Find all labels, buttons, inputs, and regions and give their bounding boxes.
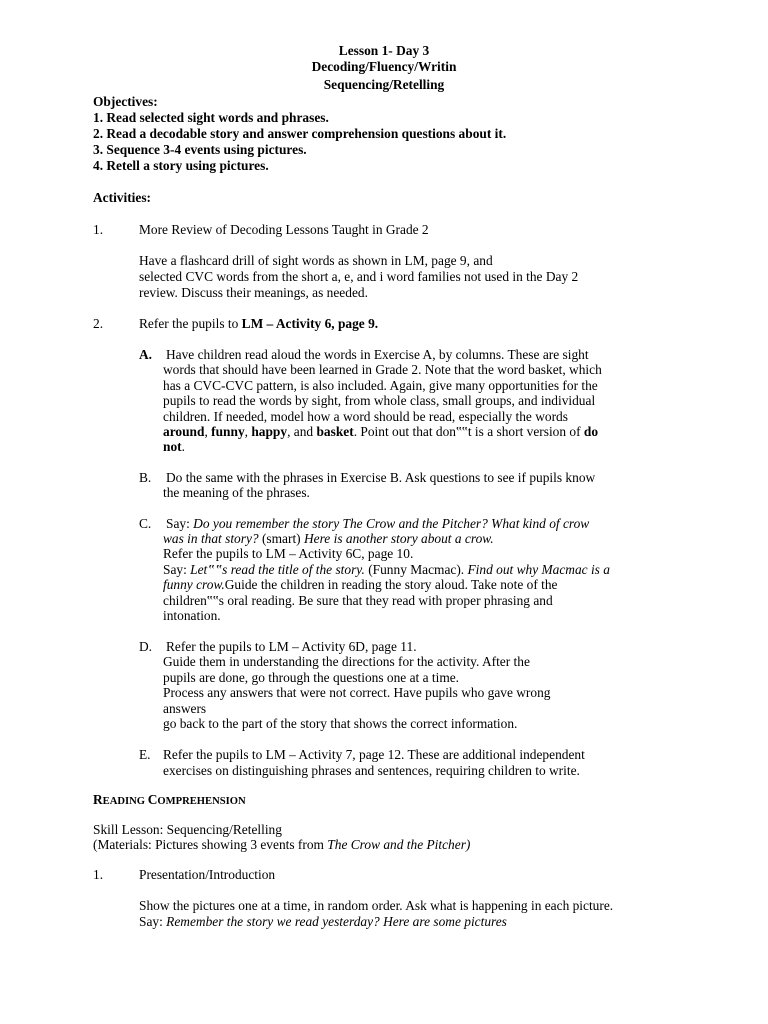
presentation-line: Show the pictures one at a time, in random order. Ask what is happening in each picture. [139,898,614,913]
text-fragment: (Funny Macmac). [364,562,468,577]
sub-a-line-end [163,439,185,455]
italic-text: funny crow. [163,577,225,592]
activity-refer-text: Refer the pupils to [139,316,242,331]
italic-text: Remember the story we read yesterday? Here are some pictures [166,914,507,929]
italic-text: Let‟‟s read the title of the story. [190,562,365,577]
bold-word: around [163,424,205,439]
italic-text: Do you remember the story The Crow and the Pitcher? What kind of crow [193,516,590,531]
lesson-title: Lesson 1- Day 3 [338,43,430,58]
sub-d-line: pupils are done, go through the questions one at a time. [163,670,460,685]
objective-item: 1. Read selected sight words and phrases. [93,110,329,125]
italic-text: The Crow and the Pitcher) [327,837,471,852]
activity-number: 2. [93,316,104,331]
sub-d-line: answers [163,701,207,716]
sub-c-line [163,531,494,547]
activities-heading: Activities: [93,190,152,205]
activity-number: 1. [93,867,104,882]
activity-refer [139,316,378,332]
sub-letter-c: C. [139,516,152,531]
italic-text: was in that story? [163,531,259,546]
sub-a-line: Have children read aloud the words in Exercise A, by columns. These are sight [166,347,589,362]
sub-c-line: Refer the pupils to LM – Activity 6C, page 10. [163,546,414,561]
sub-e-line: Refer the pupils to LM – Activity 7, page 12. These are additional independent [163,747,585,762]
sub-d-line: Process any answers that were not correct. Have pupils who gave wrong [163,685,551,700]
sub-d-line: go back to the part of the story that shows the correct information. [163,716,518,731]
sub-letter-a: A. [139,347,153,362]
bold-word: not [163,439,182,454]
text-fragment: . Point out that don‟‟t is a short version of [353,424,584,439]
heading-cap: R [93,792,103,807]
skill-lesson-line: Skill Lesson: Sequencing/Retelling [93,822,282,837]
text-fragment: (smart) [258,531,304,546]
sub-d-line: Refer the pupils to LM – Activity 6D, page 11. [166,639,417,654]
sub-a-line: has a CVC-CVC pattern, is also included. Again, give many opportunities for the [163,378,598,393]
sub-d-line: Guide them in understanding the directions for the activity. After the [163,654,530,669]
presentation-title: Presentation/Introduction [139,867,276,882]
italic-text: Find out why Macmac is a [467,562,610,577]
text-fragment: Say: [163,562,191,577]
activity-number: 1. [93,222,104,237]
heading-cap: C [147,792,158,807]
sub-c-line: intonation. [163,608,221,623]
bold-word: funny [211,424,245,439]
objective-item: 4. Retell a story using pictures. [93,158,269,173]
text-fragment: . [181,439,185,454]
heading-small: OMPREHENSION [157,796,246,807]
sub-c-line: children‟‟s oral reading. Be sure that they read with proper phrasing and [163,593,553,608]
lesson-subtitle-1: Decoding/Fluency/Writin [311,59,457,74]
bold-word: basket [316,424,354,439]
sub-a-line: words that should have been learned in Grade 2. Note that the word basket, which [163,362,602,377]
activity-text-line: Have a flashcard drill of sight words as shown in LM, page 9, and [139,253,493,268]
bold-word: do [583,424,599,439]
objectives-heading: Objectives: [93,94,158,109]
text-fragment: (Materials: Pictures showing 3 events from [93,837,328,852]
sub-c-line [163,577,558,593]
objective-item: 3. Sequence 3-4 events using pictures. [93,142,307,157]
lesson-subtitle-2: Sequencing/Retelling [323,77,445,92]
activity-text-line: selected CVC words from the short a, e, and i word families not used in the Day 2 [139,269,579,284]
sub-letter-b: B. [139,470,152,485]
sub-letter-e: E. [139,747,151,762]
sub-e-line: exercises on distinguishing phrases and sentences, requiring children to write. [163,763,580,778]
heading-small: EADING [102,796,148,807]
materials-line [93,837,470,853]
text-fragment: Say: [166,516,194,531]
reading-comprehension-heading [93,792,246,810]
sub-a-line: children. If needed, model how a word should be read, especially the words [163,409,568,424]
text-fragment: Guide the children in reading the story aloud. Take note of the [224,577,558,592]
activity-refer-bold: LM – Activity 6, page 9. [241,316,379,331]
sub-a-line: pupils to read the words by sight, from whole class, small groups, and individual [163,393,596,408]
bold-word: happy [251,424,288,439]
activity-title: More Review of Decoding Lessons Taught in Grade 2 [139,222,429,237]
sub-c-line [166,516,589,532]
sub-letter-d: D. [139,639,153,654]
presentation-line [139,914,507,930]
text-fragment: Say: [139,914,167,929]
objective-item: 2. Read a decodable story and answer comprehension questions about it. [93,126,507,141]
sub-c-line [163,562,610,578]
italic-text: Here is another story about a crow. [303,531,494,546]
sub-b-line: Do the same with the phrases in Exercise B. Ask questions to see if pupils know [166,470,596,485]
sub-a-line-mixed: around, funny, happy, and basket. Point out that don‟‟t is a short version of do [163,424,599,439]
text-fragment: , and [287,424,317,439]
activity-text-line: review. Discuss their meanings, as needed. [139,285,368,300]
sub-b-line: the meaning of the phrases. [163,485,310,500]
